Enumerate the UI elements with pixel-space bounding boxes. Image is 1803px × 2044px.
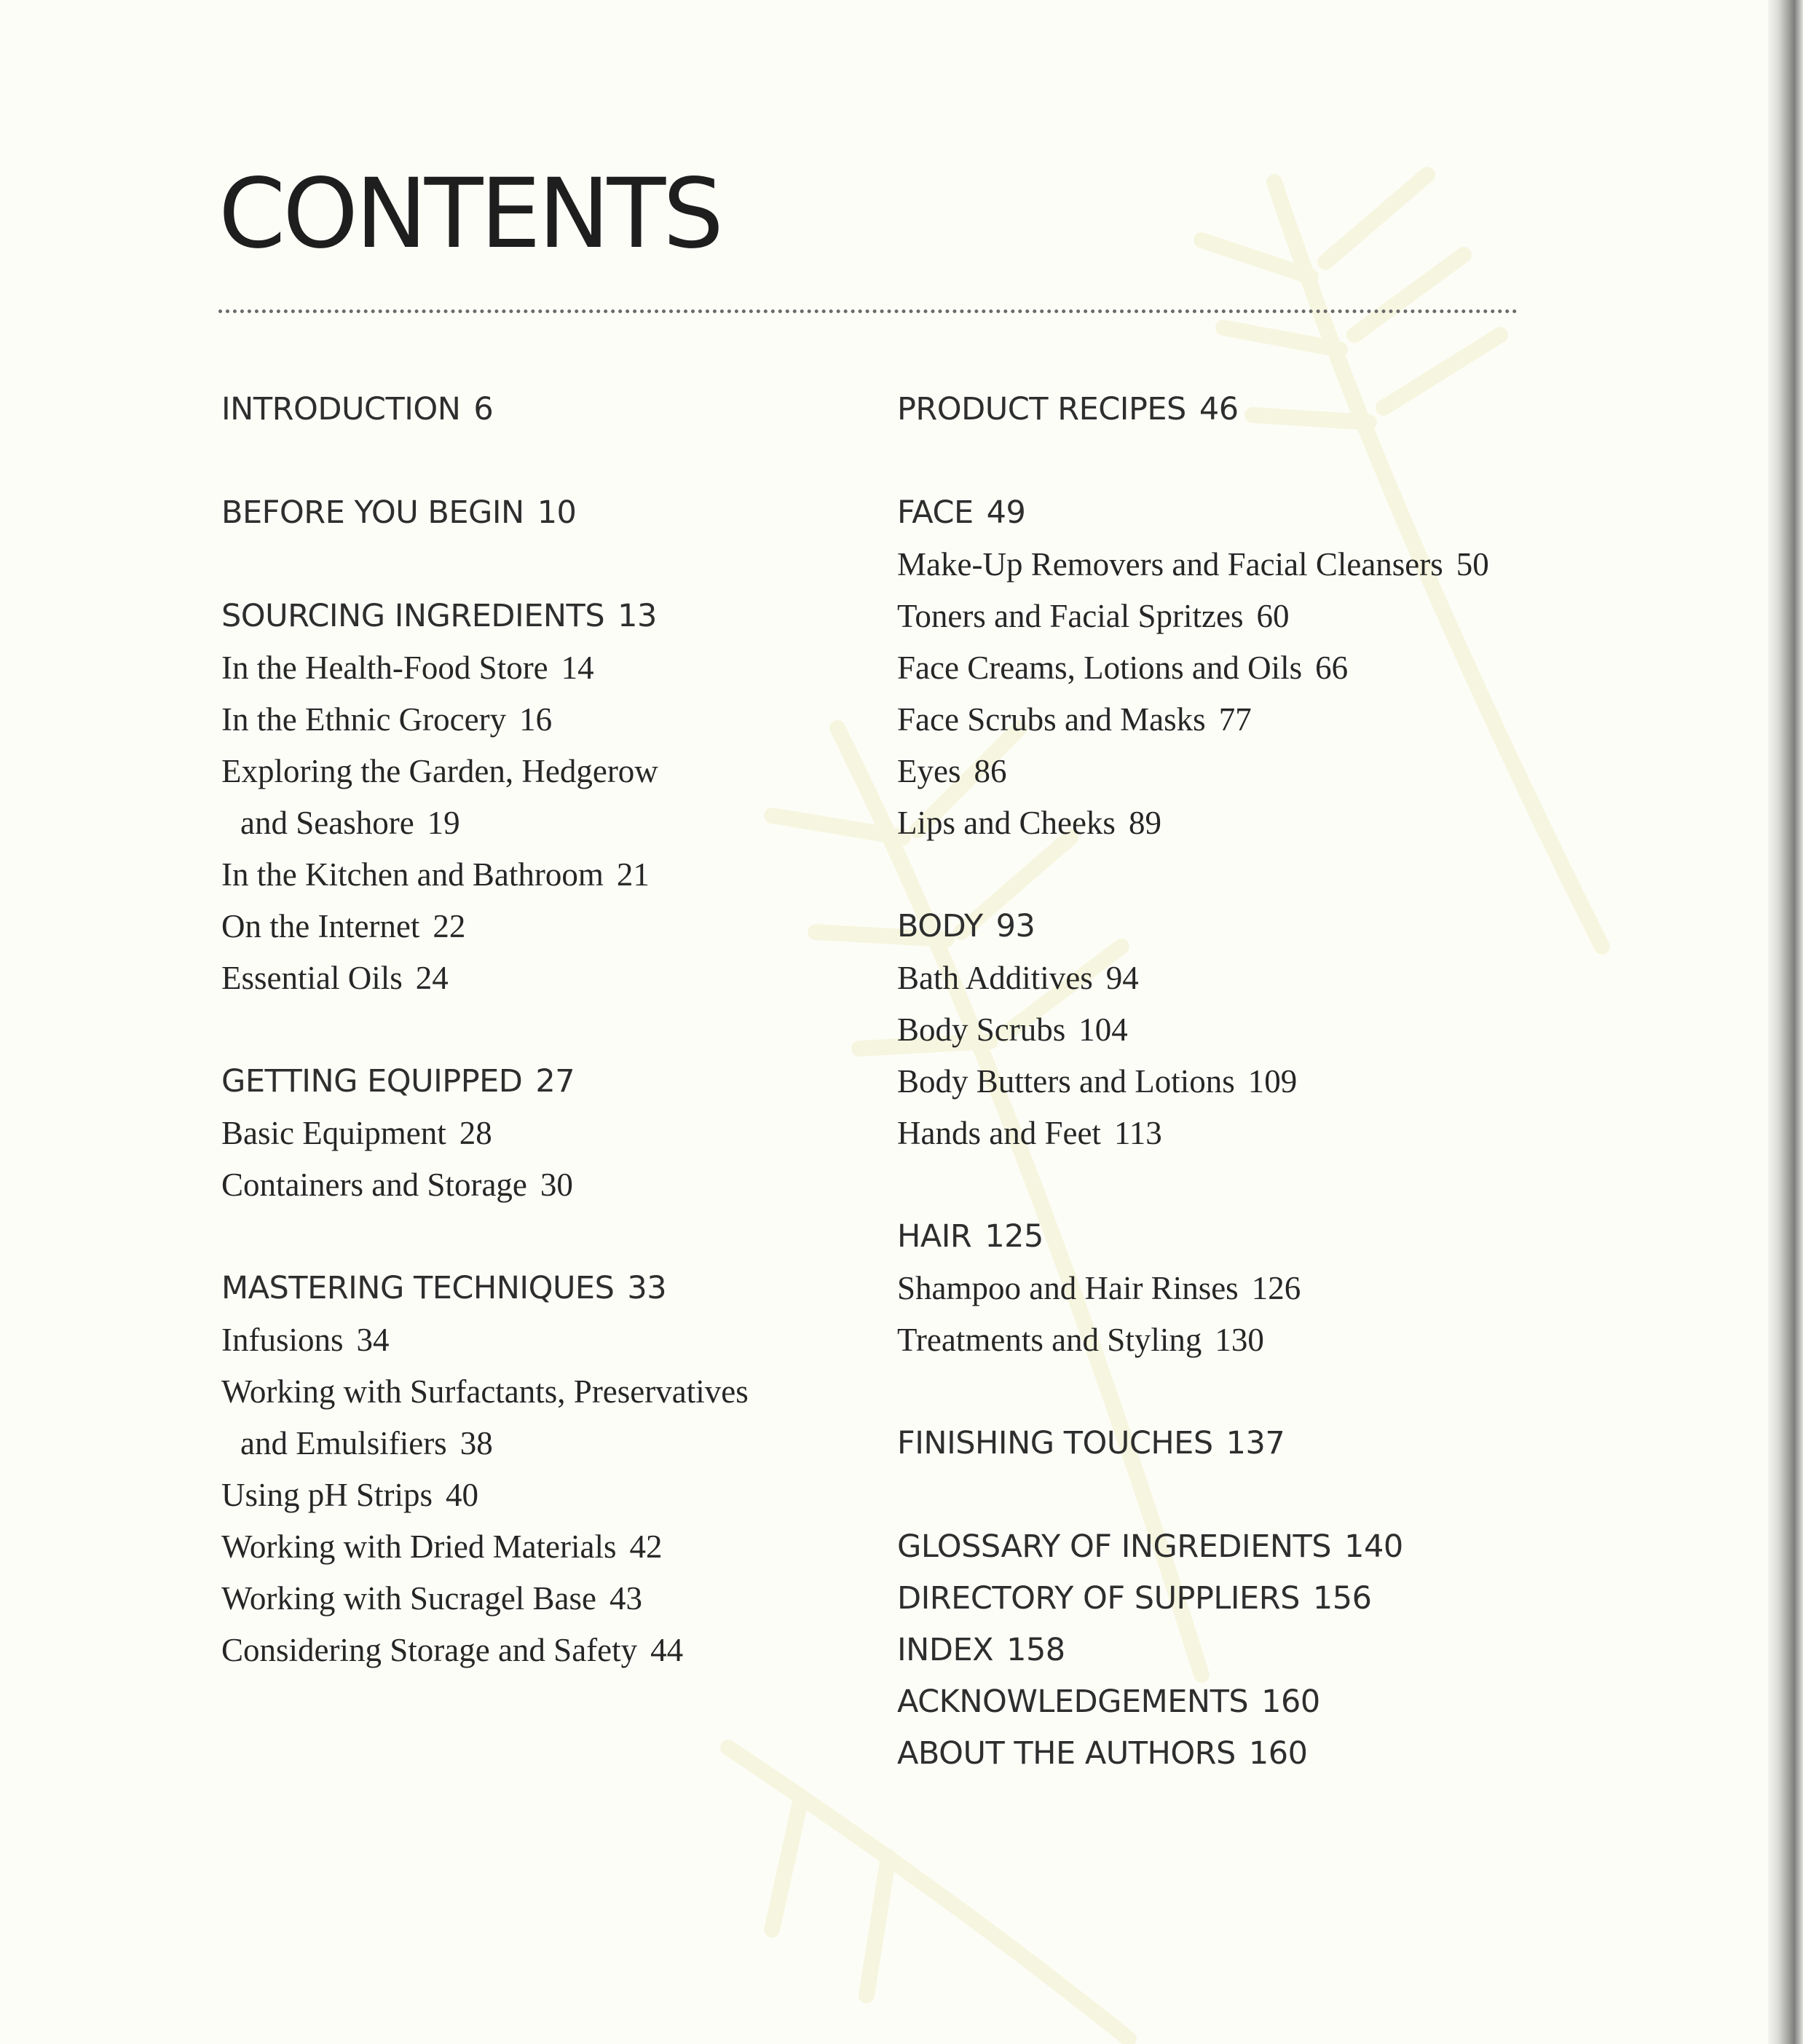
toc-entry-label: Face Scrubs and Masks bbox=[897, 701, 1206, 738]
toc-entry-label: SOURCING INGREDIENTS bbox=[221, 598, 605, 634]
toc-page-number: 22 bbox=[433, 908, 466, 944]
toc-page-number: 21 bbox=[616, 856, 650, 893]
toc-page-number: 130 bbox=[1215, 1322, 1264, 1358]
toc-page-number: 46 bbox=[1199, 391, 1239, 427]
toc-entry-label: In the Kitchen and Bathroom bbox=[221, 856, 604, 893]
toc-entry-label: ACKNOWLEDGEMENTS bbox=[897, 1684, 1249, 1720]
toc-entry-label: DIRECTORY OF SUPPLIERS bbox=[897, 1580, 1300, 1617]
toc-entry-working-with-dried-materials[interactable] bbox=[221, 1521, 877, 1573]
toc-page-number: 104 bbox=[1078, 1011, 1128, 1048]
toc-entry-label: ABOUT THE AUTHORS bbox=[897, 1735, 1236, 1772]
toc-entry-acknowledgements[interactable] bbox=[897, 1676, 1538, 1728]
toc-entry-body[interactable] bbox=[897, 901, 1538, 952]
section-spacer bbox=[897, 435, 1538, 487]
toc-entry-label: Lips and Cheeks bbox=[897, 805, 1116, 841]
toc-page-number: 14 bbox=[561, 650, 594, 686]
toc-entry-glossary-of-ingredients[interactable] bbox=[897, 1521, 1538, 1573]
toc-entry-label: Face Creams, Lotions and Oils bbox=[897, 650, 1303, 686]
toc-page-number: 156 bbox=[1312, 1580, 1372, 1617]
toc-page-number: 49 bbox=[986, 494, 1026, 531]
toc-entry-index[interactable] bbox=[897, 1625, 1538, 1676]
toc-page-number: 30 bbox=[540, 1167, 573, 1203]
toc-page-number: 89 bbox=[1128, 805, 1161, 841]
section-spacer bbox=[221, 1211, 877, 1263]
toc-entry-considering-storage-and-safety[interactable] bbox=[221, 1625, 877, 1676]
toc-page-number: 160 bbox=[1248, 1735, 1308, 1772]
toc-entry-label: Eyes bbox=[897, 753, 961, 789]
section-spacer bbox=[221, 1004, 877, 1056]
toc-entry-label: In the Ethnic Grocery bbox=[221, 701, 507, 738]
toc-entry-label: GLOSSARY OF INGREDIENTS bbox=[897, 1528, 1332, 1565]
toc-entry-label: and Emulsifiers bbox=[240, 1425, 447, 1461]
toc-entry-label: INDEX bbox=[897, 1632, 994, 1668]
toc-entry-label: Exploring the Garden, Hedgerow bbox=[221, 753, 658, 789]
toc-page-number: 86 bbox=[974, 753, 1007, 789]
toc-entry-working-with-sucragel-base[interactable] bbox=[221, 1573, 877, 1625]
toc-entry-exploring-the-garden-hedgerow[interactable] bbox=[221, 746, 877, 797]
toc-entry-label: On the Internet bbox=[221, 908, 420, 944]
dotted-divider bbox=[218, 309, 1518, 313]
toc-page-number: 44 bbox=[650, 1632, 684, 1668]
toc-entry-lips-and-cheeks[interactable] bbox=[897, 797, 1538, 849]
toc-entry-label: MASTERING TECHNIQUES bbox=[221, 1270, 615, 1306]
toc-page-number: 16 bbox=[519, 701, 553, 738]
page-title: CONTENTS bbox=[218, 158, 722, 270]
toc-page-number: 113 bbox=[1113, 1115, 1162, 1151]
toc-entry-eyes[interactable] bbox=[897, 746, 1538, 797]
section-spacer bbox=[897, 1366, 1538, 1418]
toc-page-number: 19 bbox=[427, 805, 460, 841]
toc-entry-label: Toners and Facial Spritzes bbox=[897, 598, 1244, 634]
toc-entry-in-the-ethnic-grocery[interactable] bbox=[221, 694, 877, 746]
page-edge-shadow bbox=[1768, 0, 1803, 2044]
toc-entry-label: Bath Additives bbox=[897, 960, 1093, 996]
toc-page-number: 13 bbox=[618, 598, 657, 634]
toc-entry-infusions[interactable] bbox=[221, 1314, 877, 1366]
toc-entry-basic-equipment[interactable] bbox=[221, 1108, 877, 1159]
toc-entry-getting-equipped[interactable] bbox=[221, 1056, 877, 1108]
toc-entry-label: Basic Equipment bbox=[221, 1115, 446, 1151]
toc-entry-face-scrubs-and-masks[interactable] bbox=[897, 694, 1538, 746]
toc-page-number: 33 bbox=[627, 1270, 667, 1306]
toc-page-number: 126 bbox=[1251, 1270, 1301, 1306]
toc-page-number: 160 bbox=[1261, 1684, 1320, 1720]
toc-entry-toners-and-facial-spritzes[interactable] bbox=[897, 591, 1538, 642]
toc-entry-mastering-techniques[interactable] bbox=[221, 1263, 877, 1314]
toc-entry-label: FINISHING TOUCHES bbox=[897, 1425, 1213, 1461]
toc-entry-label: Shampoo and Hair Rinses bbox=[897, 1270, 1239, 1306]
toc-entry-label: Essential Oils bbox=[221, 960, 403, 996]
toc-entry-directory-of-suppliers[interactable] bbox=[897, 1573, 1538, 1625]
toc-entry-and-seashore[interactable] bbox=[221, 797, 877, 849]
toc-entry-label: Body Scrubs bbox=[897, 1011, 1066, 1048]
toc-entry-face-creams-lotions-and-oils[interactable] bbox=[897, 642, 1538, 694]
toc-entry-containers-and-storage[interactable] bbox=[221, 1159, 877, 1211]
toc-page-number: 125 bbox=[985, 1218, 1043, 1255]
toc-entry-on-the-internet[interactable] bbox=[221, 901, 877, 952]
toc-page-number: 24 bbox=[415, 960, 449, 996]
toc-page-number: 43 bbox=[609, 1580, 643, 1617]
toc-entry-before-you-begin[interactable] bbox=[221, 487, 877, 539]
toc-entry-label: FACE bbox=[897, 494, 974, 531]
toc-entry-and-emulsifiers[interactable] bbox=[221, 1418, 877, 1469]
toc-entry-label: Treatments and Styling bbox=[897, 1322, 1202, 1358]
toc-page-number: 93 bbox=[995, 908, 1035, 944]
toc-entry-finishing-touches[interactable] bbox=[897, 1418, 1538, 1469]
toc-entry-label: HAIR bbox=[897, 1218, 972, 1255]
toc-entry-body-butters-and-lotions[interactable] bbox=[897, 1056, 1538, 1108]
toc-entry-body-scrubs[interactable] bbox=[897, 1004, 1538, 1056]
toc-page-number: 77 bbox=[1218, 701, 1252, 738]
toc-entry-in-the-kitchen-and-bathroom[interactable] bbox=[221, 849, 877, 901]
toc-page-number: 60 bbox=[1256, 598, 1290, 634]
toc-entry-working-with-surfactants-preservatives[interactable] bbox=[221, 1366, 877, 1418]
toc-entry-label: Infusions bbox=[221, 1322, 344, 1358]
toc-entry-label: Using pH Strips bbox=[221, 1477, 433, 1513]
toc-page-number: 40 bbox=[446, 1477, 479, 1513]
toc-page-number: 10 bbox=[537, 494, 577, 531]
toc-entry-label: GETTING EQUIPPED bbox=[221, 1063, 523, 1100]
toc-entry-label: Working with Sucragel Base bbox=[221, 1580, 597, 1617]
toc-entry-label: and Seashore bbox=[240, 805, 414, 841]
toc-entry-hands-and-feet[interactable] bbox=[897, 1108, 1538, 1159]
toc-entry-introduction[interactable] bbox=[221, 384, 877, 435]
toc-entry-product-recipes[interactable] bbox=[897, 384, 1538, 435]
toc-entry-label: BODY bbox=[897, 908, 983, 944]
toc-entry-make-up-removers-and-facial-cleansers[interactable] bbox=[897, 539, 1538, 591]
toc-page-number: 140 bbox=[1344, 1528, 1403, 1565]
toc-entry-label: Body Butters and Lotions bbox=[897, 1063, 1235, 1100]
toc-page-number: 42 bbox=[629, 1528, 663, 1565]
toc-entry-label: Make-Up Removers and Facial Cleansers bbox=[897, 546, 1443, 583]
toc-entry-bath-additives[interactable] bbox=[897, 952, 1538, 1004]
toc-entry-sourcing-ingredients[interactable] bbox=[221, 591, 877, 642]
toc-entry-label: In the Health-Food Store bbox=[221, 650, 548, 686]
left-contents-column bbox=[221, 384, 877, 1676]
toc-entry-label: Working with Surfactants, Preservatives bbox=[221, 1373, 749, 1410]
toc-entry-label: BEFORE YOU BEGIN bbox=[221, 494, 524, 531]
section-spacer bbox=[897, 849, 1538, 901]
toc-page-number: 27 bbox=[535, 1063, 575, 1100]
toc-entry-label: Considering Storage and Safety bbox=[221, 1632, 638, 1668]
toc-page-number: 66 bbox=[1315, 650, 1349, 686]
toc-page-number: 109 bbox=[1247, 1063, 1298, 1100]
right-contents-column bbox=[897, 384, 1538, 1780]
section-spacer bbox=[897, 1159, 1538, 1211]
toc-entry-label: Containers and Storage bbox=[221, 1167, 527, 1203]
section-spacer bbox=[221, 435, 877, 487]
toc-entry-label: INTRODUCTION bbox=[221, 391, 461, 427]
toc-page-number: 6 bbox=[473, 391, 494, 427]
toc-page-number: 50 bbox=[1456, 546, 1489, 583]
toc-entry-essential-oils[interactable] bbox=[221, 952, 877, 1004]
toc-entry-in-the-health-food-store[interactable] bbox=[221, 642, 877, 694]
toc-page-number: 34 bbox=[356, 1322, 390, 1358]
section-spacer bbox=[221, 539, 877, 591]
toc-entry-face[interactable] bbox=[897, 487, 1538, 539]
toc-page-number: 137 bbox=[1226, 1425, 1285, 1461]
toc-page-number: 158 bbox=[1006, 1632, 1065, 1668]
toc-page-number: 94 bbox=[1105, 960, 1139, 996]
toc-entry-hair[interactable] bbox=[897, 1211, 1538, 1263]
section-spacer bbox=[897, 1469, 1538, 1521]
toc-page-number: 38 bbox=[459, 1425, 493, 1461]
toc-entry-label: Hands and Feet bbox=[897, 1115, 1101, 1151]
toc-entry-label: Working with Dried Materials bbox=[221, 1528, 617, 1565]
toc-entry-treatments-and-styling[interactable] bbox=[897, 1314, 1538, 1366]
toc-entry-using-ph-strips[interactable] bbox=[221, 1469, 877, 1521]
toc-page-number: 28 bbox=[459, 1115, 492, 1151]
toc-entry-label: PRODUCT RECIPES bbox=[897, 391, 1186, 427]
toc-entry-shampoo-and-hair-rinses[interactable] bbox=[897, 1263, 1538, 1314]
toc-entry-about-the-authors[interactable] bbox=[897, 1728, 1538, 1780]
